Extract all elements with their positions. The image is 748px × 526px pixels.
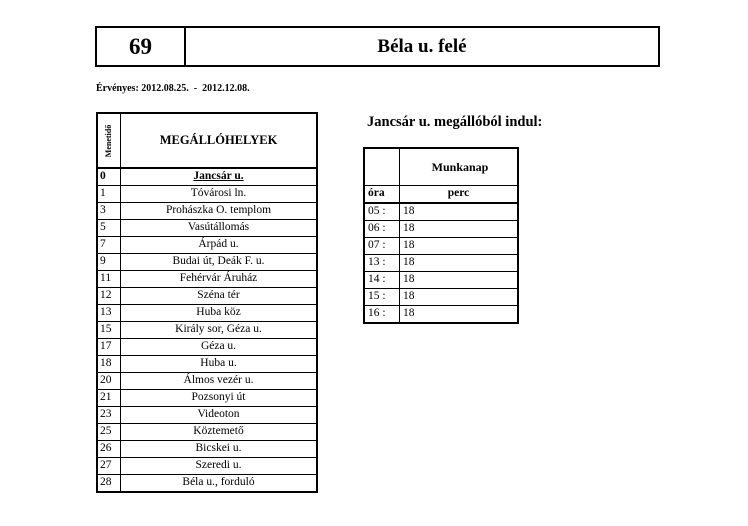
stop-row [97,458,317,475]
departure-minutes: 18 [400,255,519,272]
stop-name: Géza u. [121,339,318,356]
stop-row [97,254,317,271]
day-type: Munkanap [400,148,519,186]
departure-minutes: 18 [400,238,519,255]
stop-minutes: 0 [97,168,121,186]
stop-minutes: 28 [97,475,121,493]
stop-minutes: 20 [97,373,121,390]
departure-row [364,289,518,306]
stop-name: Huba köz [121,305,318,322]
departure-row [364,272,518,289]
stop-name: Köztemető [121,424,318,441]
stop-name: Prohászka O. templom [121,203,318,220]
stop-row [97,475,317,493]
stop-row [97,220,317,237]
stop-minutes: 15 [97,322,121,339]
stop-row [97,322,317,339]
stop-minutes: 26 [97,441,121,458]
stop-name: Béla u., forduló [121,475,318,493]
stop-minutes: 12 [97,288,121,305]
stop-name: Pozsonyi út [121,390,318,407]
minutes-header: Menetidő [104,124,113,157]
stop-minutes: 25 [97,424,121,441]
stop-minutes: 18 [97,356,121,373]
departure-hour: 06 : [364,221,400,238]
minutes-header-cell [97,113,121,168]
timetable-subheader-row [364,186,518,204]
stop-row [97,186,317,203]
stop-row [97,390,317,407]
route-number: 69 [97,28,186,65]
departure-row [364,221,518,238]
stop-name: Jancsár u. [121,168,318,186]
stop-row [97,339,317,356]
stop-row [97,288,317,305]
departure-minutes: 18 [400,289,519,306]
departure-hour: 14 : [364,272,400,289]
stop-name: Szeredi u. [121,458,318,475]
stop-minutes: 27 [97,458,121,475]
departure-hour: 15 : [364,289,400,306]
stop-name: Fehérvár Áruház [121,271,318,288]
departure-minutes: 18 [400,306,519,324]
stop-minutes: 5 [97,220,121,237]
stop-name: Vasútállomás [121,220,318,237]
hour-header: óra [364,186,400,204]
stop-minutes: 17 [97,339,121,356]
route-direction: Béla u. felé [377,35,467,57]
departure-minutes: 18 [400,272,519,289]
stop-name: Árpád u. [121,237,318,254]
stop-minutes: 23 [97,407,121,424]
stop-name: Széna tér [121,288,318,305]
validity-period: Érvényes: 2012.08.25. - 2012.12.08. [96,83,250,94]
departure-row [364,306,518,324]
stop-minutes: 21 [97,390,121,407]
stop-row [97,168,317,186]
minute-header: perc [400,186,519,204]
stop-name: Tóvárosi ln. [121,186,318,203]
departure-hour: 05 : [364,203,400,221]
stop-row [97,441,317,458]
stop-name: Huba u. [121,356,318,373]
stop-minutes: 9 [97,254,121,271]
departure-minutes: 18 [400,203,519,221]
departure-hour: 07 : [364,238,400,255]
stop-minutes: 13 [97,305,121,322]
stop-name: Bicskei u. [121,441,318,458]
departure-minutes: 18 [400,221,519,238]
stop-name: Álmos vezér u. [121,373,318,390]
stop-name: Videoton [121,407,318,424]
route-header [95,26,660,67]
departure-hour: 13 : [364,255,400,272]
departure-row [364,238,518,255]
stop-name: Budai út, Deák F. u. [121,254,318,271]
departure-row [364,255,518,272]
timetable [363,147,519,324]
departure-row [364,203,518,221]
departure-hour: 16 : [364,306,400,324]
stop-minutes: 1 [97,186,121,203]
stops-header: MEGÁLLÓHELYEK [121,113,318,168]
day-corner-cell [364,148,400,186]
stop-row [97,237,317,254]
stop-row [97,305,317,322]
stop-minutes: 3 [97,203,121,220]
stop-row [97,203,317,220]
stops-table [96,112,318,493]
timetable-day-row [364,148,518,186]
stop-row [97,271,317,288]
stop-row [97,407,317,424]
stop-minutes: 11 [97,271,121,288]
stop-row [97,424,317,441]
stops-header-row [97,113,317,168]
stop-row [97,373,317,390]
timetable-title: Jancsár u. megállóból indul: [367,114,543,130]
stop-minutes: 7 [97,237,121,254]
stop-row [97,356,317,373]
stop-name: Király sor, Géza u. [121,322,318,339]
